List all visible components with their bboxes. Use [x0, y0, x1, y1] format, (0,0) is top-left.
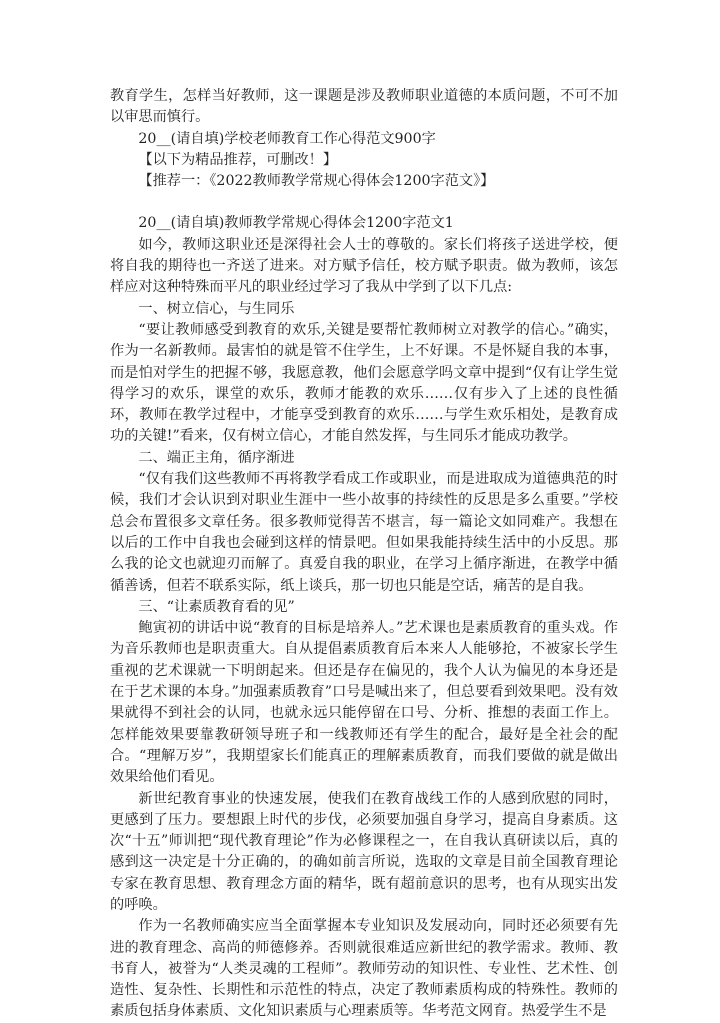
paragraph-section-2: “仅有我们这些教师不再将教学看成工作或职业，而是进取成为道德典范的时候，我们才会认识到对职业生涯中一些小故事的持续性的反思是多么重要。”学校总会布置很多文章任务。很多教师觉得苦不堪言，每一篇论文如同难产。我想在以后的工作中自我也会碰到这样的情景吧。但如果我能持续生活中的小反思。那么我的论文也就迎刃而解了。真爱自我的职业，在学习上循序渐进，在教学中循循善诱，但若不联系实际，纸上谈兵，那一切也只能是空话，痛苦的是自我。	[110, 471, 618, 594]
paragraph-intro: 如今，教师这职业还是深得社会人士的尊敬的。家长们将孩子送进学校，便将自我的期待也一齐送了进来。对方赋予信任，校方赋予职责。做为教师，该怎样应对这种特殊而平凡的职业经过学习了我从中学到了以下几点:	[110, 236, 618, 296]
recommendation-note: 【以下为精品推荐，可删改！】	[138, 151, 338, 168]
paragraph-section-3: 鲍寅初的讲话中说“教育的目标是培养人。”艺术课也是素质教育的重头戏。作为音乐教师也是职责重大。自从提倡素质教育后本来人人能够抢，不被家长学生重视的艺术课就一下明朗起来。但还是存在偏见的，我个人认为偏见的本身还是在于艺术课的本身。”加强素质教育”口号是喊出来了，但总要看到效果吧。没有效果就得不到社会的认同，也就永远只能停留在口号、分析、推想的表面工作上。怎样能效果要靠教研领导班子和一线教师还有学生的配合，最好是全社会的配合。“理解万岁”，我期望家长们能真正的理解素质教育，而我们要做的就是做出效果给他们看见。	[110, 620, 618, 786]
paragraph-new-century: 新世纪教育事业的快速发展，使我们在教育战线工作的人感到欣慰的同时，更感到了压力。要想跟上时代的步伐，必须要加强自身学习，提高自身素质。这次“十五”师训把“现代教育理论”作为必修课程之一，在自我认真研读以后，真的感到这一决定是十分正确的，的确如前言所说，选取的文章是目前全国教育理论专家在教育思想、教育理念方面的精华，既有超前意识的思考，也有从现实出发的呼唤。	[110, 790, 618, 913]
section-heading-3: 三、“让素质教育看的见”	[138, 598, 295, 615]
paragraph-section-1: “要让教师感受到教育的欢乐,关键是要帮忙教师树立对教学的信心。”确实，作为一名新教师。最害怕的就是管不住学生，上不好课。不是怀疑自我的本事，而是怕对学生的把握不够，我愿意教，他们会愿意学吗文章中提到“仅有让学生觉得学习的欢乐，课堂的欢乐，教师才能教的欢乐……仅有步入了上述的良性循环，教师在教学过程中，才能享受到教育的欢乐……与学生欢乐相处，是教育成功的关键!”看来，仅有树立信心，才能自然发挥，与生同乐才能成功教学。	[110, 321, 618, 445]
paragraph-continuation: 教育学生，怎样当好教师，这一课题是涉及教师职业道德的本质问题，不可不加以审思而慎行。	[110, 88, 618, 126]
essay-heading: 20__(请自填)教师教学常规心得体会1200字范文1	[138, 215, 454, 232]
section-heading-2: 二、端正主角，循序渐进	[138, 449, 295, 466]
section-heading-1: 一、树立信心，与生同乐	[138, 300, 295, 317]
paragraph-teacher-quality: 作为一名教师确实应当全面掌握本专业知识及发展动向，同时还必须要有先进的教育理念、高尚的师德修养。否则就很难适应新世纪的教学需求。教师、教书育人，被誉为“人类灵魂的工程师”。教师劳动的知识性、专业性、艺术性、创造性、复杂性、长期性和示范性的特点，决定了教师素质构成的特殊性。教师的素质包括身体素质、文化知识素质与心理素质等。华考范文网育。热爱学生不是	[110, 918, 618, 1020]
recommendation-title: 【推荐一：《2022教师教学常规心得体会1200字范文》】	[138, 173, 495, 190]
blank-line	[110, 192, 618, 213]
document-body	[110, 86, 618, 1023]
article-title: 20__(请自填)学校老师教育工作心得范文900字	[138, 130, 436, 147]
